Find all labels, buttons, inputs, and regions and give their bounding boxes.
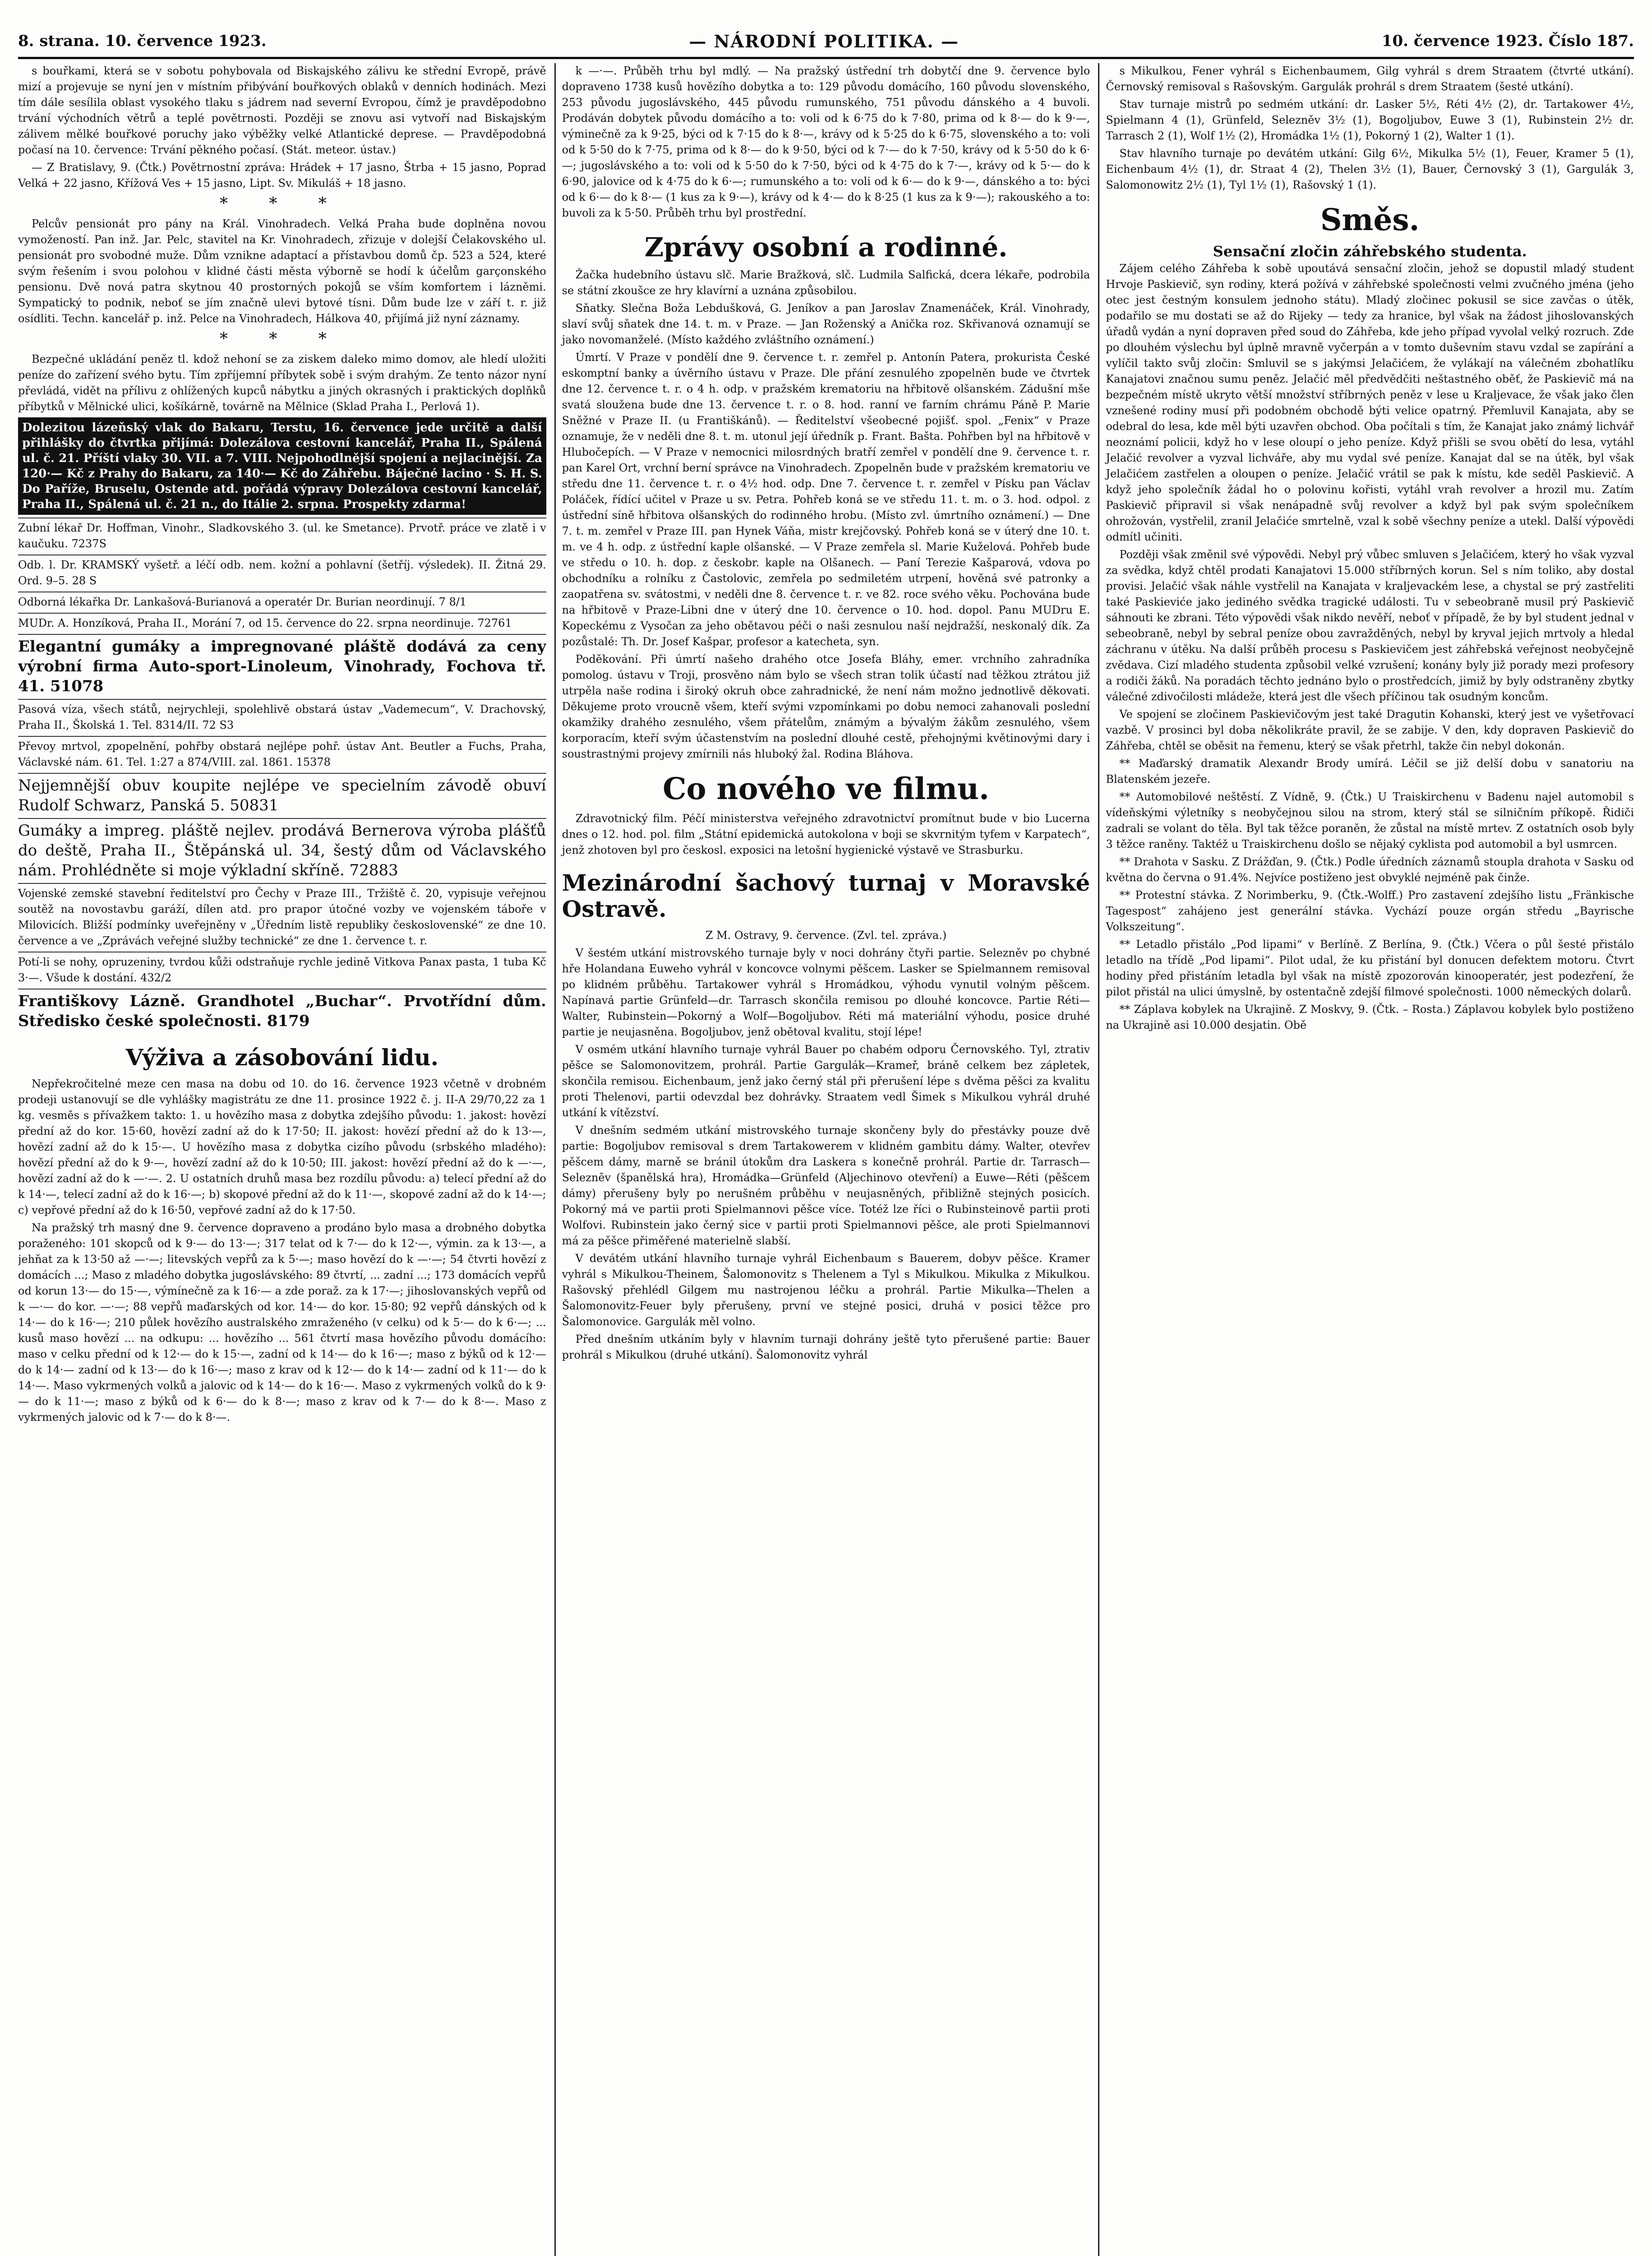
spa-hotel-ad bbox=[18, 989, 546, 1033]
ad-text: Převoy mrtvol, zpopelnění, pohřby obstará nejlépe pohř. ústav Ant. Beutler a Fuchs, Praha, Václavské nám. 61. Tel. 1:27 a 874/VIII. zal. 1861. bbox=[18, 740, 546, 768]
doctor-ad-3 bbox=[18, 613, 546, 633]
ad-code: 72883 bbox=[349, 861, 398, 879]
exam-note: Žačka hudebního ústavu slč. Marie Bražková, slč. Ludmila Salfická, dcera lékaře, podrobila se státní zkoušce ze hry klavírní a uznána způsobilou. bbox=[562, 268, 1090, 297]
ad-text: Františkovy Lázně. Grandhotel „Buchar“. Prvotřídní dům. Středisko české společnosti. bbox=[18, 992, 546, 1030]
ad-text: Nejjemnější obuv koupite nejlépe ve specielním závodě obuví Rudolf Schwarz, Panská 5. bbox=[18, 777, 546, 814]
header-rule bbox=[18, 57, 1634, 59]
shoes-ad bbox=[18, 773, 546, 817]
ad-text: Zubní lékař Dr. Hoffman, Vinohr., Sladkovského 3. (ul. ke Smetance). Prvotř. práce ve zlatě i v kaučuku. bbox=[18, 522, 546, 550]
foot-paste-ad bbox=[18, 952, 546, 988]
chess-main-8: V osmém utkání hlavního turnaje vyhrál Bauer po chabém odporu Černovského. Tyl, ztrativ pěšce se Salomonovitzem, prohrál. Partie Gargulák—Krameř, bráně celkem bez zápletek, skončila remisou. Eichenbaum, jenž jako černý stál při přerušení lépe s dvěma pěšci za kvalitu proti Thelenovi, partii odevzdal bez dohrávky. Straatem vedl Šimek s Mikulkou vyhrál druhé utkání k vítězství. bbox=[562, 1043, 1090, 1119]
newspaper-title: — NÁRODNÍ POLITIKA. — bbox=[689, 31, 959, 51]
ad-code: 51078 bbox=[50, 677, 104, 695]
ad-code: 8179 bbox=[267, 1012, 310, 1030]
military-tender: Vojenské zemské stavební ředitelství pro Čechy v Praze III., Tržiště č. 20, vypisuje veřejnou soutěž na novostavbu garáží, dílen atd. pro prapor útočné vozby ve vojenském táboře v Milovicích. Bližší podmínky uveřejněny v „Úředním listě republiky československé“ ze dne 10. července a ve „Zprávách veřejné služby technické“ ze dne 1. července t. r. bbox=[18, 883, 546, 951]
ad-code: 72761 bbox=[477, 617, 512, 629]
chess-adjourned: Před dnešním utkáním byly v hlavním turnaji dohrány ještě tyto přerušené partie: Bauer prohrál s Mikulkou (druhé utkání). Šalomonovitz vyhrál bbox=[562, 1333, 1090, 1361]
doctor-ad-2 bbox=[18, 592, 546, 612]
ad-text: Gumáky a impreg. pláště nejlev. prodává Bernerova výroba plášťů do deště, Praha II., Štěpánská ul. 34, šestý dům od Václavského nám. Prohlédněte si moje výkladní skříně. bbox=[18, 822, 546, 879]
separator-stars: * * * bbox=[219, 194, 345, 213]
news-plane: ** Letadlo přistálo „Pod lipami“ v Berlíně. Z Berlína, 9. (Čtk.) Včera o půl šesté přistálo letadlo na třídě „Pod lipami“. Pilot udal, že ku přistání byl donucen defektem motoru. Čtvrt hodiny před přistáním letadla byl však na místě zpozorován kinooperatér, jest podezření, že pilot přistál na ulici úmyslně, by ostentačně zdejší filmové společnosti. 1000 německých dolarů. bbox=[1106, 938, 1634, 998]
ad-text: Elegantní gumáky a impregnované pláště dodává za ceny výrobní firma Auto-sport-Linoleum, Vinohrady, Fochova tř. 41. bbox=[18, 638, 546, 695]
weather-report: s bouřkami, která se v sobotu pohybovala od Biskajského zálivu ke střední Evropě, právě mizí a projevuje se nyní jen v místním přibývání bouřkových oblaků v denních hodinách. Mezi tím dále sesílila oblast vysokého tlaku s jádrem nad severní Evropou, čímž je pravděpodobno trvání východních větrů a teplé povětrnosti. Později se znovu asi vytvoří nad Biskajským zálivem mělké bouřkové poruchy jako výběžky velké Atlantické deprese. — Pravděpodobná počasí na 10. července: Trvání pěkného počasí. (Stát. meteor. ústav.) bbox=[18, 65, 546, 156]
ad-text: Odb. l. Dr. KRAMSKÝ vyšetř. a léčí odb. nem. kožní a pohlavní (šetříj. výsledek). II. Žitná 29. Ord. 9–5. bbox=[18, 559, 546, 587]
crime-article: Zájem celého Záhřeba k sobě upoutává sensační zločin, jehož se dopustil mladý student Hrvoje Paskievič, syn rodiny, která požívá v záhřebské společnosti velmi zvučného jména (jeho otec jest čestným konsulem jednoho státu). Mladý zločinec pokusil se sice zavčas o útěk, podařilo se mu dostati se až do Rijeky — tedy za hranice, byl však na žádost jihoslovanských úřadů vydán a nyní dopraven před soud do Záhřeba, kde jeho případ vyvolal velký rozruch. Zde po dlouhém výslechu byl úplně mravně vyčerpán a v tomto duševním stavu vzdal se zapírání a vylíčil takto svůj zločin: Smluvil se s jakýmsi Jelačićem, že vylákají na válečném zbohatlíku Kanajatovi značnou sumu peněz. Jelačić měl předvědčiti neštastného oběť, že Paskievič má na bezpečném místě ukryto větší množství stříbrných peněz v lese u Kraljevace, že však jako člen vznešené rodiny musí při podobném obchodě býti velice opatrný. Přemluvil Kanajata, aby se odebral do lesa, kde měl býti uzavřen obchod. Oba počítali s tím, že Kanajat jako známý lichvář neoznámí policii, když ho v lese oloupí o jeho peníze. Když přišli se svou obětí do lesa, vytáhl Jelačić revolver a vyzval lichváře, aby mu vydal své peníze. Kanajat dal se na útěk, byl však Jelačićem zastřelen a oloupen o peníze. Jelačić vrátil se pak k místu, kde seděl Paskievič. A když jeho společník žádal ho o polovinu kořisti, vytáhl vrah revolver a hrozil mu. Zatím Paskievič připravil si však nenápadně svůj revolver a když byl pak svým společníkem ohrožován, vystřelil, zranil Jelačiće smrtelně, vzal k sobě všechny peníze a utekl. Další výpovědi odmítl učiniti. bbox=[1106, 262, 1634, 543]
news-saxony: ** Drahota v Sasku. Z Drážďan, 9. (Čtk.) Podle úředních záznamů stoupla drahota v Sasku od května do června o 91.4%. Nejvíce postiženo jest obvyklé nejméně pak činže. bbox=[1106, 855, 1634, 884]
meat-market: Na pražský trh masný dne 9. července dopraveno a prodáno bylo masa a drobného dobytka poraženého: 101 skopců od k 9·— do 13·—; 317 telat od k 7·— do k 12·—, výmin. za k 13·—, a jehňat za k 13·50 až —·—; litevských vepřů za k 5·—; maso hovězí do k —·—; 54 čtvrti hovězí z domácích ...; Maso z mladého dobytka jugoslávského: 89 čtvrtí, ... zadní ...; 173 domácích vepřů od korun 13·— do 15·—, výmínečně za k 16·— a zde poraž. za k 17·—; jihoslovanských vepřů od k —·— do kor. —·—; 88 vepřů maďarských od kor. 14·— do kor. 15·80; 92 vepřů dánských od k 14·— do k 16·—; 210 půlek hovězího australského zmraženého (v celku) od k 5·— do k 6·—; ... kusů maso hovězí ... na odkupu: ... hovězího ... 561 čtvrtí masa hovězího původu domácího: maso v celku přední od k 12·— do k 15·—, zadní od k 14·— do k 16·—; maso z býků od k 12·— do k 14·— zadní od k 13·— do k 16·—; maso z krav od k 12·— do k 14·— zadní od k 11·— do k 14·—. Maso vykrmených volků a jalovic od k 14·— do k 16·—. Maso z vykrmených volků do k 9·— do k 11·—; maso z býků od k 6·— do k 8·—; maso z krav od k 7·— do k 8·—. Maso z vykrmených jalovic od k 7·— do k 8·—. bbox=[18, 1221, 546, 1424]
cattle-market: k —·—. Průběh trhu byl mdlý. — Na pražský ústřední trh dobytčí dne 9. července bylo dopraveno 1738 kusů hovězího dobytka a to: 129 původu domácího, 160 původu slovenského, 253 původu jugoslávského, 445 původu rumunského, 751 původu dánského a 4 buvoli. Prodáván dobytek původu domácího a to: voli od k 6·75 do k 7·80, prima od k 8·— do k 9·—, výminečně za k 9·25, býci od k 7·15 do k 8·—, krávy od k 5·25 do k 6·75, slovenského a to: voli od k 5·50 do k 7·75, prima od k 8·— do k 9·50, býci od k 7·— do k 7·50, krávy od k 5·50 do k 6·—; jugoslávského a to: voli od k 5·50 do k 7·50, býci od k 4·75 do k 7·—, krávy od k 5·— do k 6·90, jalovice od k 4·75 do k 6·—; rumunského a to: voli od k 6·— do k 9·—, dánského a to: býci od k 6·— do k 8·— (1 kus za k 9·—), krávy od k 4·— do k 8·25 (1 kus za k 9·—); rakouského a to: buvoli za k 5·50. Průběh trhu byl prostřední. bbox=[562, 65, 1090, 219]
passport-ad bbox=[18, 699, 546, 735]
dentist-ad bbox=[18, 518, 546, 554]
bratislava-weather: — Z Bratislavy, 9. (Čtk.) Povětrnostní zpráva: Hrádek + 17 jasno, Štrba + 15 jasno, Poprad Velká + 22 jasno, Křížová Ves + 15 jasno, Lipt. Sv. Mikuláš + 18 jasno. bbox=[18, 161, 546, 190]
ad-code: 432/2 bbox=[140, 971, 172, 984]
column-3 bbox=[1098, 63, 1634, 2256]
column-1 bbox=[18, 63, 546, 2256]
chess-results: s Mikulkou, Fener vyhrál s Eichenbaumem, Gilg vyhrál s drem Straatem (čtvrté utkání). Černovský remisoval s Rašovským. Gargulák prohrál s drem Straatem (šesté utkání). bbox=[1106, 65, 1634, 93]
rubber-boots-ad bbox=[18, 634, 546, 698]
separator-stars: * * * bbox=[219, 330, 345, 348]
news-locusts: ** Záplava kobylek na Ukrajině. Z Moskvy, 9. (Čtk. – Rosta.) Záplavou kobylek bylo postiženo na Ukrajině asi 10.000 desjatin. Obě bbox=[1106, 1003, 1634, 1031]
chess-main-9: V devátém utkání hlavního turnaje vyhrál Eichenbaum s Bauerem, dobyv pěšce. Kramer vyhrál s Mikulkou-Theinem, Šalomonovitz s Thelenem a Tyl s Mikulkou. Mikulka z Mikulkou. Rašovský přehlédl Gilgem mu nastrojenou léčku a prohrál. Partie Mikulka—Thelen a Šalomonovitz-Feuer byly přerušeny, první ve stejné posici, druhá v posici těžce pro Šalomonovice. Gargulák měl volno. bbox=[562, 1252, 1090, 1328]
pelc-article: Pelcův pensionát pro pány na Král. Vinohradech. Velká Praha bude doplněna novou vymožeností. Pan inž. Jar. Pelc, stavitel na Kr. Vinohradech, zřizuje v dolejší Čelakovského ul. pensionát pro svobodné muže. Dům vznikne adaptací a přístavbou domů čp. 523 a 524, které svým řešením i svou polohou v klidné části města výborně se hodí k účelům garçonského pensionu. Dvě nová patra skytnou 40 prostorných pokojů se vším komfortem i lázněmi. Sympatický to podnik, neboť se jím značně ulevi bytové tísni. Dům bude lze v září t. r. již osídliti. Techn. kancelář p. inž. Pelce na Vinohradech, Hálkova 40, přijímá již nyní záznamy. bbox=[18, 217, 546, 325]
ad-text: Potí-li se nohy, opruzeniny, tvrdou kůži odstraňuje rychle jedině Vitkova Panax pasta, 1 tuba Kč 3·—. Všude k dostání. bbox=[18, 956, 546, 984]
chess-round-6: V šestém utkání mistrovského turnaje byly v noci dohrány čtyři partie. Selezněv po chybné hře Holandana Euweho vyhrál v koncovce volnymi pěšcem. Lasker se Spielmannem remisoval po klidném průběhu. Tartakower vyhrál s Hromádkou, výhodu vynutil volným pěšcem. Napínavá partie Grünfeld—dr. Tarrasch skončila remisou po dlouhé koncovce. Partie Réti—Walter, Rubinstein—Pokorný a Wolf—Bogoljubov. Réti má materiální výhodu, posice druhé partie je neujasněna. Bogoljubov, jenž obětoval kvalitu, stojí lépe! bbox=[562, 947, 1090, 1038]
ad-text: Pasová víza, všech států, nejrychleji, spolehlivě obstará ústav „Vademecum“, V. Drachovský, Praha II., Školská 1. Tel. 8314/II. bbox=[18, 703, 546, 731]
header-left: 8. strana. 10. července 1923. bbox=[18, 32, 267, 50]
ad-code: 15378 bbox=[296, 756, 331, 768]
doctor-ad bbox=[18, 555, 546, 591]
thanks: Poděkování. Při úmrtí našeho drahého otce Josefa Bláhy, emer. vrchního zahradníka pomolog. ústavu v Troji, prosvěno nám bylo se všech stran tolik účastí nad těžkou ztrátou již utrpěla naše rodina i široký okruh obce zahradnické, že není nám možno jednotlivě děkovati. Děkujeme proto vroucně všem, kteří svými vzpomínkami po dobu nemoci zahanovali poslední okamžiky drahého zesnulého, všem přátelům, známým a bývalým žákům zesnulého, všem korporacím, kteří svým účastenstvím na poslední dlouhé cestě, přehojnými květinovými dary i soustrastnými projevy zmírnili nás hluboký žal. Rodina Bláhova. bbox=[562, 653, 1090, 760]
ad-code: 28 S bbox=[72, 574, 97, 587]
crime-headline: Sensační zločin záhřebského studenta. bbox=[1213, 243, 1527, 260]
funeral-ad bbox=[18, 736, 546, 772]
standings-masters: Stav turnaje mistrů po sedmém utkání: dr. Lasker 5½, Réti 4½ (2), dr. Tartakower 4½, Spielmann 4 (1), Grünfeld, Selezněv 3½ (1), Bogoljubov, Euwe 3 (1), Rubinstein 2½ dr. Tarrasch 2 (1), Wolf 1½ (2), Hromádka 1½ (1), Pokorný 1 (2), Walter 1 (1). bbox=[1106, 98, 1634, 142]
ad-text: MUDr. A. Honzíková, Praha II., Morání 7, od 15. července do 22. srpna neordinuje. bbox=[18, 617, 474, 629]
news-strike: ** Protestní stávka. Z Norimberku, 9. (Čtk.-Wolff.) Pro zastavení zdejšího listu „Fränkische Tagespost“ zahájeno jest generální stávka. Vychází pouze orgán středu „Bayrische Volkszeitung“. bbox=[1106, 889, 1634, 933]
ad-code: 50831 bbox=[230, 796, 279, 814]
meat-prices: Nepřekročitelné meze cen masa na dobu od 10. do 16. července 1923 včetně v drobném prodeji ustanovují se dle vyhlášky magistrátu ze dne 11. prosince 1922 č. j. II-A 29/70,22 za 1 kg. vesměs s přívažkem takto: 1. u hovězího masa z dobytka zdejšího původu: 1. jakost: hovězí přední až do kor. 15·60, hovězí zadní až do k 17·50; II. jakost: hovězí přední až do k 13·—, hovězí zadní až do k 15·—. U hovězího masa z dobytka cizího původu (srbského mladého): hovězí přední až do k 9·—, hovězí zadní až do k 10·50; III. jakost: hovězí přední až do k —·—, hovězí zadní až do k —·—. 2. U ostatních druhů masa bez rozdílu původu: a) telecí přední až do k 14·—, telecí zadní až do k 16·—; b) skopové přední až do k 11·—, skopové zadní až do k 14·—; c) vepřové přední až do k 16·50, vepřové zadní až do k 17·50. bbox=[18, 1077, 546, 1216]
column-2 bbox=[554, 63, 1090, 2256]
ad-text: Odborná lékařka Dr. Lankašová-Burianová a operatér Dr. Burian neordinují. bbox=[18, 596, 435, 608]
page-header bbox=[18, 28, 1634, 54]
standings-main: Stav hlavního turnaje po devátém utkání: Gilg 6½, Mikulka 5½ (1), Feuer, Kramer 5 (1), Eichenbaum 4½ (1), dr. Straat 4 (2), Thelen 3½ (1), Bauer, Černovský 3 (1), Gargulák 3, Salomonowitz 2½ (1), Tyl 1½ (1), Rašovský 1 (1). bbox=[1106, 147, 1634, 191]
section-title-film: Co nového ve filmu. bbox=[662, 771, 990, 806]
deaths: Úmrtí. V Praze v pondělí dne 9. července t. r. zemřel p. Antonín Patera, prokurista České eskomptní banky a úvěrního ústavu v Praze. Dle přání zesnulého zpopelněn bude ve čtvrtek dne 12. července t. r. o 4 h. odp. v pražském krematoriu na hřbitově olšanském. Zádušní mše svatá sloužena bude dne 13. července t. r. o 8. hod. ranní ve farním chrámu Páně P. Marie Sněžné v Praze II. (u Františkánů). — Ředitelství všeobecné pojišť. spol. „Fenix“ v Praze oznamuje, že v neděli dne 8. t. m. utonul její úředník p. Frant. Bašta. Pohřben byl na hřbitově v Hlubočepích. — V Praze v nemocnici milosrdných bratří zemřel v pondělí dne 9. července t. r. pan Karel Ort, vrchní berní správce na Vinohradech. Zpopelněn bude v pražském krematoriu ve středu dne 11. července t. r. o 4½ hod. odp. Dne 7. července t. r. zemřel v Písku pan Václav Poláček, řídící učitel v Praze u sv. Petra. Pohřeb koná se ve středu 11. t. m. o 3. hod. odpol. z ústřední síně hřbitova olšanských do rodinného hrobu. (Místo zvl. úmrtního oznámení.) — Dne 7. t. m. zemřel v Praze III. pan Hynek Váňa, mistr krejčovský. Pohřeb koná se v úterý dne 10. t. m. ve 4 h. odp. z ústřední kaple olšanské. — V Praze zemřela sl. Marie Kuželová. Pohřeb bude ve středu o 10. h. dop. z českobr. kaple na Olšanech. — Paní Terezie Kašparová, vdova po obchodníku a rolníku z Častolovic, zemřela po sedmiletém utrpení, hověná své patronky a zaopatřena sv. svátostmi, v neděli dne 8. července t. r. ve 82. roce svého věku. Pochována bude na hřbitově v Praze-Libni dne v úterý dne 10. července o 10. hod. dopol. Panu MUDru E. Kopeckému z Vysočan za jeho obětavou péči o naši zesnulou naší nejdražší, neskonalý dík. Za pozůstalé: Th. Dr. Josef Kašpar, profesor a katecheta, syn. bbox=[562, 351, 1090, 648]
section-title-personal: Zprávy osobní a rodinné. bbox=[644, 232, 1008, 263]
section-title-misc: Směs. bbox=[1320, 202, 1420, 237]
ad-code: 7237S bbox=[71, 537, 107, 550]
chess-round-7: V dnešním sedmém utkání mistrovského turnaje skončeny byly do přestávky pouze dvě partie: Bogoljubov remisoval s drem Tartakowerem v klidném gambitu dámy. Walter, otevřev pěšcem dámy, marně se bránil útokům dra Laskera s konečně prohrál. Partie dr. Tarrasch—Selezněv (španělská hra), Hromádka—Grünfeld (Aljechinovo otevření) a Euwe—Réti (pěšcem dámy) přerušeny byly po nerušném průběhu v neujasněných, přibližně stejných posicích. Pokorný má ve partii proti Spielmannovi pěšce více. Totéž lze říci o Rubinsteinově partii proti Wolfovi. Rubinstein jako černý sice v partii proti Spielmannovi pěšce, ale proti Spielmannovi má za pěšce přiměřené materielně slabší. bbox=[562, 1124, 1090, 1247]
ad-code: 7 8/1 bbox=[438, 596, 467, 608]
film-news: Zdravotnický film. Péčí ministerstva veřejného zdravotnictví promítnut bude v bio Lucerna dnes o 12. hod. pol. film „Státní epidemická autokolona v boji se skvrnitým tyfem v Karpatech“, jenž zhotoven byl pro českosl. exposici na letošní hygienické výstavě ve Strasburku. bbox=[562, 812, 1090, 856]
columns bbox=[18, 63, 1634, 2256]
chess-dateline: Z M. Ostravy, 9. července. (Zvl. tel. zpráva.) bbox=[705, 929, 947, 942]
travel-ad-box: Dolezitou lázeňský vlak do Bakaru, Terstu, 16. července jede určitě a další přihlášky do čtvrtka přijímá: Dolezálova cestovní kancelář, Praha II., Spálená ul. č. 21. Příští vlaky 30. VII. a 7. VIII. Nejpohodlnější spojení a nejlacinější. Za 120·— Kč z Prahy do Bakaru, za 140·— Kč do Záhřebu. Báječné lacino · S. H. S. Do Paříže, Bruselu, Ostende atd. pořádá výpravy Dolezálova cestovní kancelář, Praha II., Spálená ul. č. 21 n., do Itálie 2. srpna. Prospekty zdarma! bbox=[18, 417, 546, 515]
savings-article: Bezpečné ukládání peněz tl. kdož nehoní se za ziskem daleko mimo domov, ale hledí uložiti peníze do zařízení svého bytu. Tím zpříjemní příbytek sobě i svým drahým. Ze tento názor nyní převládá, vidět na přílivu z ohlížených kupců nábytku a jiných okrasných i praktických doplňků příbytků v Mělnické ulici, košíkárně, továrně na Mělnice (Sklad Praha I., Perlová 1). bbox=[18, 353, 546, 413]
news-brody: ** Maďarský dramatik Alexandr Brody umírá. Léčil se již delší dobu v sanatoriu na Blatenském jezeře. bbox=[1106, 757, 1634, 786]
raincoat-ad bbox=[18, 818, 546, 882]
ad-code: 72 S3 bbox=[202, 719, 234, 731]
section-title-chess: Mezinárodní šachový turnaj v Moravské Ostravě. bbox=[562, 869, 1090, 922]
news-car-accident: ** Automobilové neštěstí. Z Vídně, 9. (Čtk.) U Traiskirchenu v Badenu najel automobil s vídeňskými výletníky s neobyčejnou silou na strom, který stál se silničním příkopě. Řidiči zadrali se volant do těla. Byl tak těžce poraněn, že zůstal na místě mrtev. Z ostatních osob byly 3 těžce raněny. Taktéž u Traiskirchenu došlo se nějaký cyklista pod automobil a byl usmrcen. bbox=[1106, 791, 1634, 851]
section-title-food: Výživa a zásobování lidu. bbox=[125, 1044, 439, 1071]
crime-article-2: Později však změnil své výpovědi. Nebyl prý vůbec smluven s Jelačićem, který ho však vyzval za svědka, když chtěl prodati Kanajatovi 15.000 stříbrných korun. Sel s ním toliko, aby dostal provisi. Jelačić však náhle vystřelil na Kanajata v kraljevackém lese, a chystal se prý zastřeliti také Paskieviće jako jediného svědka tragické události. Tu v sebeobraně musil prý Paskievič sáhnouti ke zbrani. Této výpovědi však nikdo nevěří, neboť v případě, že by byl student jednal v sebeobraně, nebyl by sebral peníze obou zavražděných, nebyl by kryval jejich mrtvoly a hledal záchranu v útěku. Na další průběh procesu s Paskievičem jest záhřebská veřejnost neobyčejně zvědava. Cizí mladého studenta způsobil velké vzrušení; konány byly již porady mezi profesory a rodiči žáků. Na poradách těchto jednáno bylo o prostředcích, jimiž by byly odstraněny zbytky válečné zdivočilosti mládeže, která jest dle všech příčinou tak osudným koncům. bbox=[1106, 548, 1634, 703]
crime-article-3: Ve spojení se zločinem Paskievičovým jest také Dragutin Kohanski, který jest ve vyšetřovací vazbě. V prosinci byl doba několikráte pravil, že se zabije. V den, kdy dopraven Paskievič do Záhřeba, chtěl se oběsit na řemenu, který se však přetrhl, takže čin nebyl dokonán. bbox=[1106, 708, 1634, 752]
header-right: 10. července 1923. Číslo 187. bbox=[1381, 32, 1634, 50]
weddings: Sňatky. Slečna Boža Lebdušková, G. Jeníkov a pan Jaroslav Znamenáček, Král. Vinohrady, slaví svůj sňatek dne 14. t. m. v Praze. — Jan Roženský a Anička roz. Skřivanová oznamují se jako novomanželé. (Místo každého zvláštního oznámení.) bbox=[562, 302, 1090, 346]
